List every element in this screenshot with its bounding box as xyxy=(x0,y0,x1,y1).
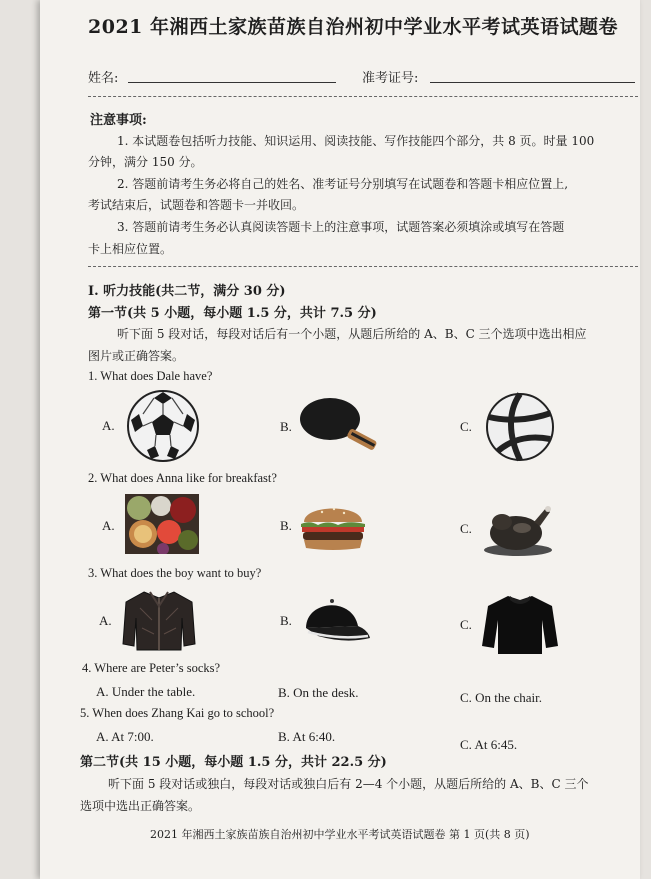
hamburger-icon xyxy=(298,500,368,552)
jacket-icon xyxy=(122,588,196,652)
q4-option-b: B. On the desk. xyxy=(278,685,359,700)
question-2: 2. What does Anna like for breakfast? xyxy=(88,471,277,485)
q4-option-c: C. On the chair. xyxy=(460,690,542,705)
question-4: 4. Where are Peter’s socks? xyxy=(82,661,221,675)
notice-line-2: 分钟，满分 150 分。 xyxy=(88,155,203,169)
question-5: 5. When does Zhang Kai go to school? xyxy=(80,706,275,720)
notice-line-5: 3. 答题前请考生务必认真阅读答题卡上的注意事项，试题答案必须填涂或填写在答题 xyxy=(117,220,565,234)
page-footer: 2021 年湘西土家族苗族自治州初中学业水平考试英语试题卷 第 1 页(共 8 页) xyxy=(150,828,530,841)
section2-instruction: 听下面 5 段对话或独白，每段对话或独白后有 2—4 个小题，从题后所给的 A、B、C 三个 xyxy=(108,777,589,791)
notice-heading: 注意事项: xyxy=(90,113,147,128)
q2-option-c-label: C. xyxy=(460,521,472,536)
header-divider xyxy=(88,96,638,97)
section1-heading: 第一节(共 5 小题，每小题 1.5 分，共计 7.5 分) xyxy=(88,306,377,321)
notice-line-3: 2. 答题前请考生务必将自己的姓名、准考证号分别填写在试题卷和答题卡相应位置上, xyxy=(117,177,569,191)
notice-line-1: 1. 本试题卷包括听力技能、知识运用、阅读技能、写作技能四个部分，共 8 页。时量 100 xyxy=(117,134,595,148)
q1-option-b-label: B. xyxy=(280,419,292,434)
section2-instruction-cont: 选项中选出正确答案。 xyxy=(80,799,201,813)
notice-divider xyxy=(88,266,638,267)
page-title: 2021 年湘西土家族苗族自治州初中学业水平考试英语试题卷 xyxy=(88,16,618,38)
volleyball-icon xyxy=(484,391,556,463)
fruit-icon xyxy=(125,494,199,554)
q2-option-a-label: A. xyxy=(102,518,115,533)
section1-instruction-cont: 图片或正确答案。 xyxy=(88,349,185,363)
q5-option-a: A. At 7:00. xyxy=(96,729,154,744)
question-3: 3. What does the boy want to buy? xyxy=(88,566,262,580)
q1-option-a-label: A. xyxy=(102,418,115,433)
notice-line-6: 卡上相应位置。 xyxy=(88,242,173,256)
name-label: 姓名: xyxy=(88,71,119,86)
sweater-icon xyxy=(480,592,560,656)
notice-line-4: 考试结束后，试题卷和答题卡一并收回。 xyxy=(88,198,305,212)
soccer-ball-icon xyxy=(125,388,201,464)
part1-heading: Ⅰ. 听力技能(共二节，满分 30 分) xyxy=(88,284,286,299)
q3-option-b-label: B. xyxy=(280,613,292,628)
cap-icon xyxy=(298,594,372,646)
q5-option-b: B. At 6:40. xyxy=(278,729,336,744)
q3-option-a-label: A. xyxy=(99,613,112,628)
id-label: 准考证号: xyxy=(362,71,419,86)
section2-heading: 第二节(共 15 小题，每小题 1.5 分，共计 22.5 分) xyxy=(80,755,387,770)
q5-option-c: C. At 6:45. xyxy=(460,737,518,752)
name-underline xyxy=(128,82,336,83)
roast-chicken-icon xyxy=(482,500,554,558)
id-underline xyxy=(430,82,635,83)
q4-option-a: A. Under the table. xyxy=(96,684,196,699)
q2-option-b-label: B. xyxy=(280,518,292,533)
q1-option-c-label: C. xyxy=(460,419,472,434)
question-1: 1. What does Dale have? xyxy=(88,369,213,383)
ping-pong-paddle-icon xyxy=(298,395,384,453)
section1-instruction: 听下面 5 段对话，每段对话后有一个小题，从题后所给的 A、B、C 三个选项中选出相应 xyxy=(117,327,587,341)
q3-option-c-label: C. xyxy=(460,617,472,632)
